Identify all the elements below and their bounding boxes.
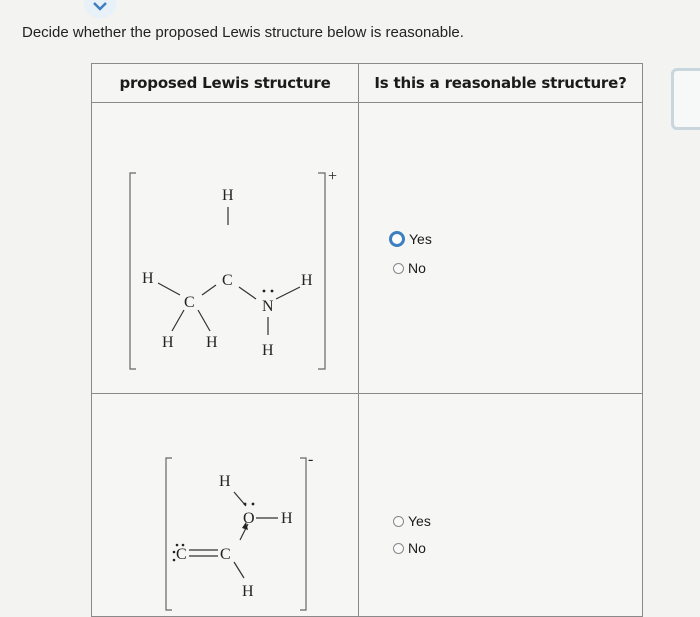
- radio-icon[interactable]: [393, 543, 404, 554]
- radio-icon[interactable]: [393, 263, 404, 274]
- collapse-chevron-button[interactable]: [84, 0, 116, 18]
- option-label: Yes: [408, 513, 431, 529]
- lewis-structure-table: [91, 63, 643, 617]
- atom-h-top: H: [222, 187, 234, 204]
- atom-h-bottom-1: H: [162, 334, 174, 351]
- header-proposed-structure: proposed Lewis structure: [92, 64, 359, 103]
- atom-h-right: H: [301, 272, 313, 289]
- left-bracket: [166, 458, 172, 610]
- structure-cell: [92, 103, 359, 394]
- option-label: No: [408, 540, 426, 556]
- atom-h-bottom-n: H: [262, 342, 274, 359]
- right-bracket: [318, 173, 325, 369]
- atom-h-bottom: H: [242, 583, 254, 600]
- chevron-down-icon: [92, 1, 108, 11]
- radio-icon[interactable]: [393, 516, 404, 527]
- charge-label: -: [308, 451, 314, 468]
- table-row: [92, 394, 643, 617]
- atom-c-right: C: [220, 546, 231, 563]
- answer-cell: [359, 394, 643, 617]
- atom-h-top: H: [219, 473, 231, 490]
- header-reasonable: Is this a reasonable structure?: [359, 64, 643, 103]
- option-label: Yes: [409, 231, 432, 247]
- atom-c-right: C: [222, 272, 233, 289]
- charge-label: +: [328, 168, 338, 185]
- lewis-structure-1: [92, 103, 358, 393]
- right-bracket: [300, 458, 306, 610]
- structure-cell: [92, 394, 359, 617]
- atom-n: N: [262, 298, 274, 315]
- side-panel-tab[interactable]: [671, 68, 700, 130]
- atom-h-left: H: [142, 270, 154, 287]
- atom-c-left: C: [184, 294, 195, 311]
- answer-cell: [359, 103, 643, 394]
- left-bracket: [130, 173, 136, 369]
- option-yes-2[interactable]: [393, 513, 431, 529]
- option-yes-1[interactable]: [389, 231, 432, 247]
- table-row: [92, 103, 643, 394]
- lewis-structure-2: [92, 394, 358, 616]
- atom-o: O: [243, 510, 255, 527]
- radio-selected-icon[interactable]: [389, 231, 405, 247]
- atom-c-left: C: [176, 546, 187, 563]
- atom-h-bottom-2: H: [206, 334, 218, 351]
- option-no-2[interactable]: [393, 540, 426, 556]
- option-label: No: [408, 260, 426, 276]
- question-prompt: Decide whether the proposed Lewis structure below is reasonable.: [22, 24, 464, 41]
- option-no-1[interactable]: [393, 260, 426, 276]
- atom-h-o: H: [281, 510, 293, 527]
